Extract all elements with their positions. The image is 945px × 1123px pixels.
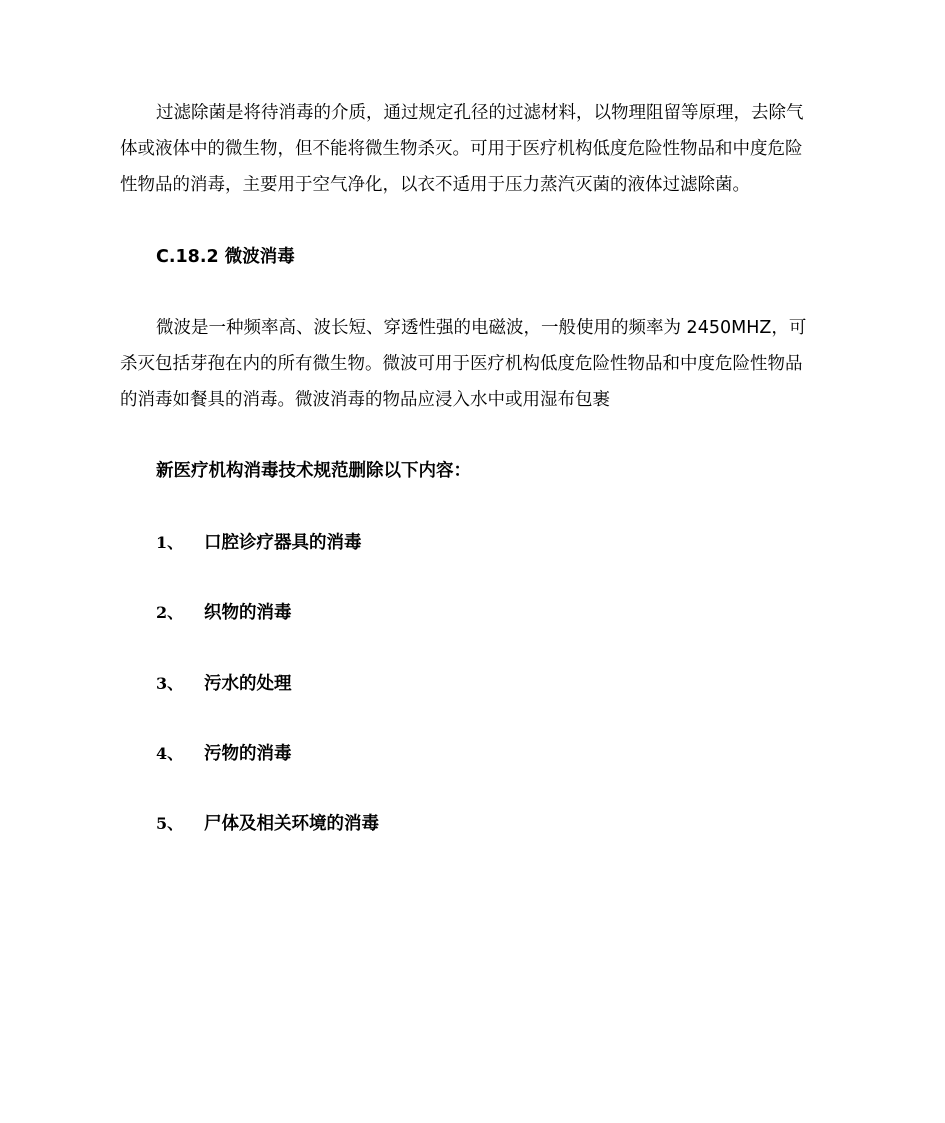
paragraph-line: 杀灭包括芽孢在内的所有微生物。微波可用于医疗机构低度危险性物品和中度危险性物品 (120, 354, 803, 374)
paragraph-filtration-sterilization (120, 95, 830, 203)
list-text: 污水的处理 (204, 674, 292, 694)
section-heading-deleted-content: 新医疗机构消毒技术规范删除以下内容： (156, 461, 471, 481)
paragraph-line: 微波是一种频率高、波长短、穿透性强的电磁波，一般使用的频率为 2450MHZ，可 (156, 318, 807, 338)
paragraph-line: 过滤除菌是将待消毒的介质，通过规定孔径的过滤材料，以物理阻留等原理，去除气 (156, 103, 804, 123)
list-item (156, 809, 379, 839)
list-number: 4、 (156, 744, 184, 763)
list-item (156, 669, 292, 699)
list-text: 污物的消毒 (204, 744, 292, 764)
list-number: 2、 (156, 603, 184, 622)
list-number: 3、 (156, 674, 184, 693)
list-text: 尸体及相关环境的消毒 (204, 814, 379, 834)
list-text: 口腔诊疗器具的消毒 (204, 533, 362, 553)
paragraph-microwave-disinfection (120, 310, 830, 418)
list-text: 织物的消毒 (204, 603, 292, 623)
section-heading-microwave: C.18.2 微波消毒 (156, 247, 295, 267)
paragraph-line: 的消毒如餐具的消毒。微波消毒的物品应浸入水中或用湿布包裹 (120, 390, 610, 410)
list-item (156, 528, 362, 558)
list-number: 5、 (156, 814, 184, 833)
list-item (156, 739, 292, 769)
list-number: 1、 (156, 533, 184, 552)
list-item (156, 598, 292, 628)
paragraph-line: 性物品的消毒，主要用于空气净化，以衣不适用于压力蒸汽灭菌的液体过滤除菌。 (120, 175, 750, 195)
paragraph-line: 体或液体中的微生物，但不能将微生物杀灭。可用于医疗机构低度危险性物品和中度危险 (120, 139, 803, 159)
